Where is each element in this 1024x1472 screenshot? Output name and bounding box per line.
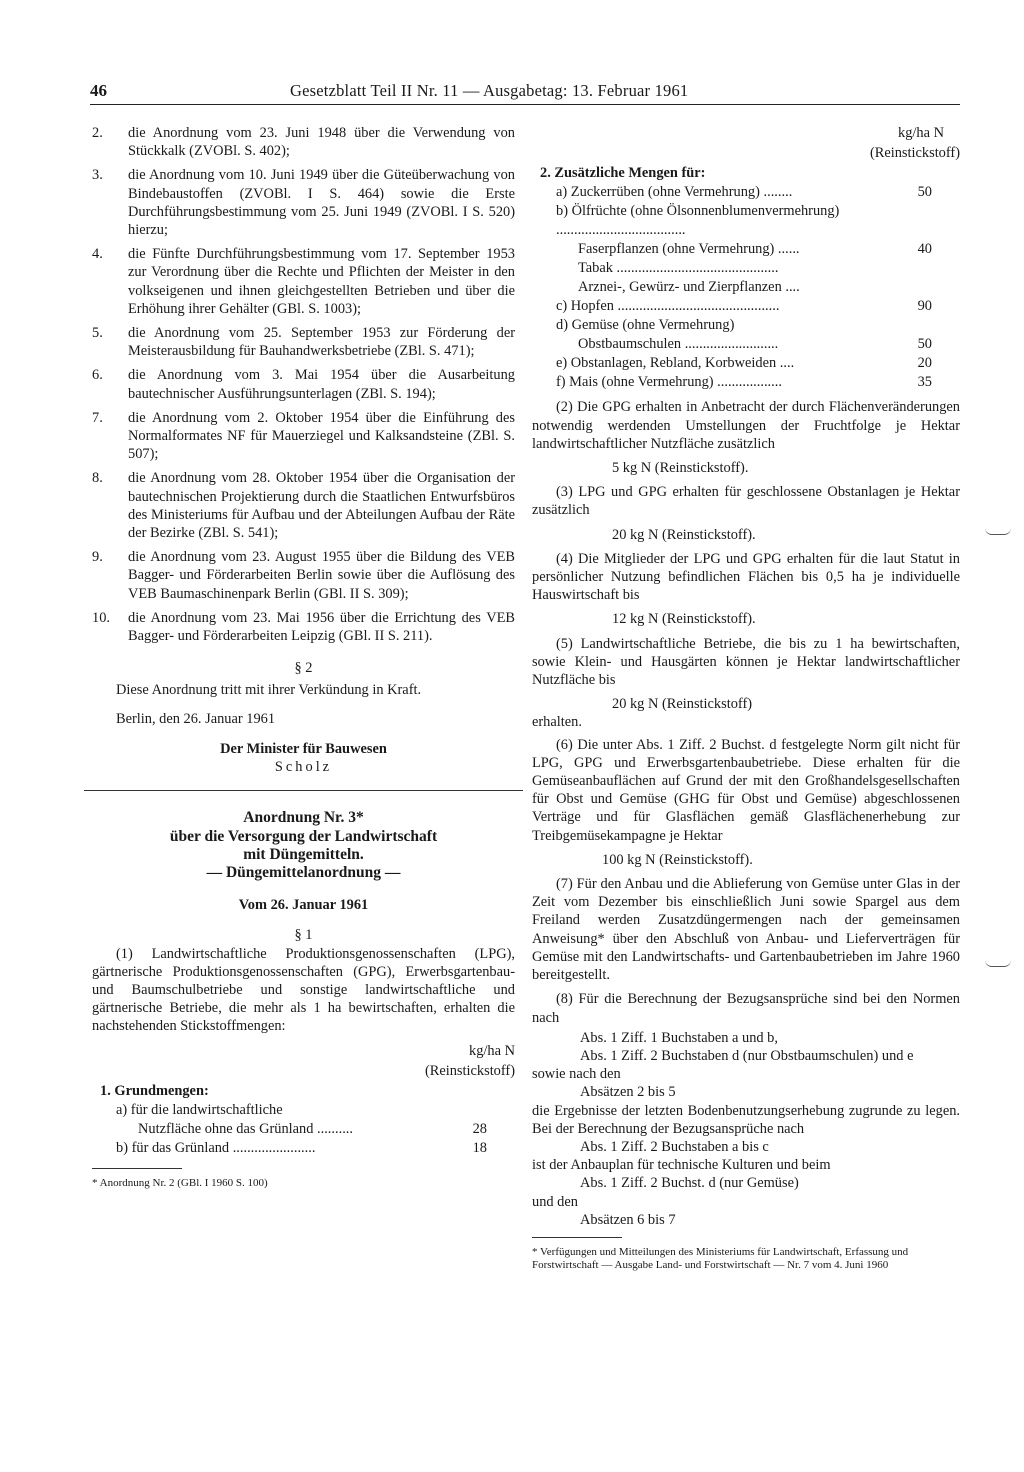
left-column [92, 124, 515, 1190]
paragraph-5: (5) Landwirtschaftliche Betriebe, die bis zu 1 ha bewirtschaften, sowie Klein- und Hausgärten können je Hektar landwirtschaftlicher Nutzfläche bis [532, 635, 960, 689]
additional-amounts-table [532, 164, 960, 392]
place-date: Berlin, den 26. Januar 1961 [116, 710, 276, 727]
list-item-text: die Anordnung vom 28. Oktober 1954 über die Organisation der bautechnischen Projektierung durch die Staatlichen Entwurfsbüros des Ministeriums für Aufbau und der Abteilungen Aufbau der Räte der Bezirke (ZBl. S. 541); [128, 470, 515, 542]
section-2-heading: § 2 [294, 660, 313, 677]
paragraph-4: (4) Die Mitglieder der LPG und GPG erhalten für die laut Statut in persönlicher Nutzung befindlichen Flächen bis 0,5 ha je individuelle Hauswirtschaft bis [532, 550, 960, 604]
paragraph-7: (7) Für den Anbau und die Ablieferung von Gemüse unter Glas in der Zeit vom Dezember bis einschließlich Juni sowie Spargel aus dem Freiland werden Zusatzdüngermengen nach der gemeinsamen Anweisung* über den Abschluß von Anbau- und Lieferverträgen für Gemüse mit den Landwirtschafts- und Gartenbaubetrieben im Jahre 1960 bereitgestellt. [532, 876, 960, 984]
table-label: a) für die landwirtschaftliche [116, 1101, 283, 1118]
table-row [532, 259, 960, 278]
list-item-number: 6. [92, 367, 103, 384]
table-row [532, 316, 960, 335]
table-row [532, 297, 960, 316]
paragraph-8-ref-b: Abs. 1 Ziff. 2 Buchstaben d (nur Obstbaumschulen) und e [580, 1047, 914, 1064]
list-item-number: 9. [92, 549, 103, 566]
list-item-number: 10. [92, 609, 110, 626]
table-value: 50 [917, 336, 932, 353]
list-item [92, 366, 515, 402]
paragraph-8-ref-c: Absätzen 2 bis 5 [580, 1084, 676, 1101]
list-item [92, 245, 515, 318]
table-row [532, 278, 960, 297]
unit-heading-line-1: kg/ha N [898, 125, 944, 141]
ordinance-subtitle-1: über die Versorgung der Landwirtschaft [169, 827, 438, 845]
paragraph-8-text: die Ergebnisse der letzten Bodenbenutzungserhebung zugrunde zu legen. Bei der Berechnung der Bezugsansprüche nach [532, 1102, 960, 1137]
paragraph-8-text-2: ist der Anbauplan für technische Kulturen und beim [532, 1157, 831, 1174]
header-rule [90, 104, 960, 105]
signatory-name: Scholz [274, 759, 333, 776]
table-label: d) Gemüse (ohne Vermehrung) [556, 317, 735, 334]
table-value: 50 [917, 184, 932, 201]
paragraph-6-amount: 100 kg N (Reinstickstoff). [602, 851, 753, 868]
table-label: a) Zuckerrüben (ohne Vermehrung) ........ [556, 184, 793, 201]
table-row [532, 202, 960, 240]
table-label: Obstbaumschulen .......................... [578, 336, 779, 353]
paragraph-8-ref-e: Abs. 1 Ziff. 2 Buchst. d (nur Gemüse) [580, 1175, 799, 1192]
table-value [874, 202, 960, 240]
section-1-heading: § 1 [294, 927, 313, 944]
table-value: 28 [472, 1120, 487, 1137]
unit-heading-line-2: (Reinstickstoff) [424, 1062, 515, 1079]
list-item-text: die Anordnung vom 23. Mai 1956 über die Errichtung des VEB Bagger- und Förderarbeiten Leipzig (GBl. II S. 211). [128, 609, 515, 645]
base-amounts-table [92, 1082, 515, 1158]
additional-amounts-rows [532, 183, 960, 392]
table-label: Arznei-, Gewürz- und Zierpflanzen .... [578, 279, 800, 296]
list-item-text: die Anordnung vom 10. Juni 1949 über die Güteüberwachung von Bindebaustoffen (ZVOBl. I S. 464) sowie die Erste Durchführungsbestimmung vom 25. Juni 1949 (ZVOBl. I S. 520) hierzu; [128, 167, 515, 239]
list-item [92, 469, 515, 542]
list-item [92, 409, 515, 464]
list-item [92, 324, 515, 360]
table-value [874, 316, 960, 335]
list-item [92, 124, 515, 160]
signatory-title: Der Minister für Bauwesen [220, 740, 387, 757]
table-row [532, 240, 960, 259]
paragraph-3-amount: 20 kg N (Reinstickstoff). [612, 526, 756, 543]
paragraph-3: (3) LPG und GPG erhalten für geschlossene Obstanlagen je Hektar zusätzlich [532, 484, 960, 519]
section-1-paragraph-1: (1) Landwirtschaftliche Produktionsgenossenschaften (LPG), gärtnerische Produktionsgenossenschaften (GPG), Erwerbsgartenbau- und Baumschulbetriebe und sonstige landwirtschaftliche und gärtnerische Betriebe, die mehr als 1 ha bewirtschaften, erhalten die nachstehenden Stickstoffmengen: [92, 945, 515, 1035]
ordinance-subtitle-2: mit Düngemitteln. [243, 845, 364, 863]
table-value: 35 [917, 374, 932, 391]
list-item-number: 4. [92, 246, 103, 263]
paragraph-8-ref-a: Abs. 1 Ziff. 1 Buchstaben a und b, [580, 1029, 778, 1046]
table-value [874, 278, 960, 297]
table-value: 40 [917, 241, 932, 258]
paragraph-8-ref-f: Absätzen 6 bis 7 [580, 1211, 676, 1228]
table-label: b) Ölfrüchte (ohne Ölsonnenblumenvermehrung) .................................... [556, 203, 840, 239]
ordinance-date: Vom 26. Januar 1961 [238, 897, 369, 914]
table-label: e) Obstanlagen, Rebland, Korbweiden .... [556, 355, 795, 372]
paragraph-5-end: erhalten. [532, 714, 582, 731]
footnote-left: * Anordnung Nr. 2 (GBl. I 1960 S. 100) [92, 1176, 268, 1189]
table-label: Nutzfläche ohne das Grünland .......... [138, 1120, 353, 1137]
ordinance-title: Anordnung Nr. 3* [243, 809, 364, 827]
paragraph-4-amount: 12 kg N (Reinstickstoff). [612, 611, 756, 628]
unit-heading-line-2: (Reinstickstoff) [869, 145, 960, 162]
paragraph-8-connector-2: und den [532, 1193, 578, 1210]
paragraph-6: (6) Die unter Abs. 1 Ziff. 2 Buchst. d festgelegte Norm gilt nicht für LPG, GPG und Erwerbsgartenbaubetriebe. Diese erhalten für die Gemüseanbauflächen auf Grund der mit den Großhandelsgesellschaften für Obst und Gemüse (GHG für Obst und Gemüse) abgeschlossenen Verträge und für Glasflächen gemäß Glasflächenerhebung zur Treibgemüsekampagne je Hektar [532, 736, 960, 844]
paragraph-2-amount: 5 kg N (Reinstickstoff). [612, 460, 749, 477]
table-value: 90 [917, 298, 932, 315]
base-amounts-heading: 1. Grundmengen: [100, 1082, 209, 1099]
list-item-text: die Anordnung vom 23. August 1955 über die Bildung des VEB Bagger- und Förderarbeiten Berlin sowie über die Auflösung des VEB Baumaschinenpark Berlin (GBl. II S. 309); [128, 549, 515, 602]
footnote-right: * Verfügungen und Mitteilungen des Ministeriums für Landwirtschaft, Erfassung und Forstwirtschaft — Ausgabe Land- und Forstwirtschaft — Nr. 7 vom 4. Juni 1960 [532, 1245, 909, 1272]
paragraph-2: (2) Die GPG erhalten in Anbetracht der durch Flächenveränderungen notwendig werdenden Umstellungen der Fruchtfolge je Hektar landwirtschaftlicher Nutzfläche zusätzlich [532, 399, 960, 452]
running-header: Gesetzblatt Teil II Nr. 11 — Ausgabetag: 13. Februar 1961 [290, 81, 689, 100]
list-item-text: die Anordnung vom 2. Oktober 1954 über die Einführung des Normalformates NF für Mauerziegel und Kalksandsteine (ZBl. S. 507); [128, 409, 515, 463]
margin-mark [985, 528, 1011, 535]
table-row [532, 183, 960, 202]
page-number: 46 [90, 81, 107, 100]
table-row [532, 335, 960, 354]
paragraph-8-connector: sowie nach den [532, 1066, 621, 1083]
list-item-text: die Fünfte Durchführungsbestimmung vom 17. September 1953 zur Verordnung über die Rechte und Pflichten der Meister in den volkseigenen und ihnen gleichgestellten Betrieben und über die Erhöhung ihrer Gehälter (GBl. S. 1003); [128, 246, 515, 317]
list-item [92, 548, 515, 603]
table-value: 20 [917, 355, 932, 372]
paragraph-5-amount: 20 kg N (Reinstickstoff) [612, 696, 753, 713]
unit-heading-line-1: kg/ha N [469, 1042, 515, 1059]
section-divider [84, 790, 523, 791]
list-item-number: 5. [92, 325, 103, 342]
section-2-text: Diese Anordnung tritt mit ihrer Verkündung in Kraft. [116, 682, 422, 699]
table-row [532, 373, 960, 392]
list-item [92, 609, 515, 645]
list-item-number: 3. [92, 167, 103, 184]
list-item-text: die Anordnung vom 25. September 1953 zur Förderung der Meisterausbildung für Bauhandwerksbetriebe (ZBl. S. 471); [128, 325, 515, 360]
right-column [532, 124, 960, 1273]
margin-mark [985, 960, 1011, 967]
list-item [92, 166, 515, 239]
paragraph-8-ref-d: Abs. 1 Ziff. 2 Buchstaben a bis c [580, 1138, 769, 1155]
table-label: c) Hopfen ............................................. [556, 298, 780, 315]
list-item-number: 7. [92, 409, 103, 426]
table-label: b) für das Grünland ....................... [116, 1139, 316, 1156]
table-label: f) Mais (ohne Vermehrung) .................. [556, 374, 782, 391]
ordinance-short-title: — Düngemittelanordnung — [206, 863, 401, 881]
footnote-rule [92, 1168, 182, 1169]
table-value: 18 [472, 1139, 487, 1156]
list-item-text: die Anordnung vom 3. Mai 1954 über die Ausarbeitung bautechnischer Ausführungsunterlagen (ZBl. S. 194); [128, 367, 515, 402]
paragraph-8: (8) Für die Berechnung der Bezugsansprüche sind bei den Normen nach [532, 991, 960, 1026]
table-row [532, 354, 960, 373]
additional-amounts-heading: 2. Zusätzliche Mengen für: [540, 165, 706, 182]
repeal-list [92, 124, 515, 645]
table-label: Faserpflanzen (ohne Vermehrung) ...... [578, 241, 800, 258]
list-item-number: 8. [92, 470, 103, 487]
footnote-rule [532, 1237, 622, 1238]
table-value [874, 259, 960, 278]
list-item-text: die Anordnung vom 23. Juni 1948 über die Verwendung von Stückkalk (ZVOBl. S. 402); [128, 125, 515, 160]
table-label: Tabak ............................................. [578, 260, 779, 277]
list-item-number: 2. [92, 125, 103, 141]
